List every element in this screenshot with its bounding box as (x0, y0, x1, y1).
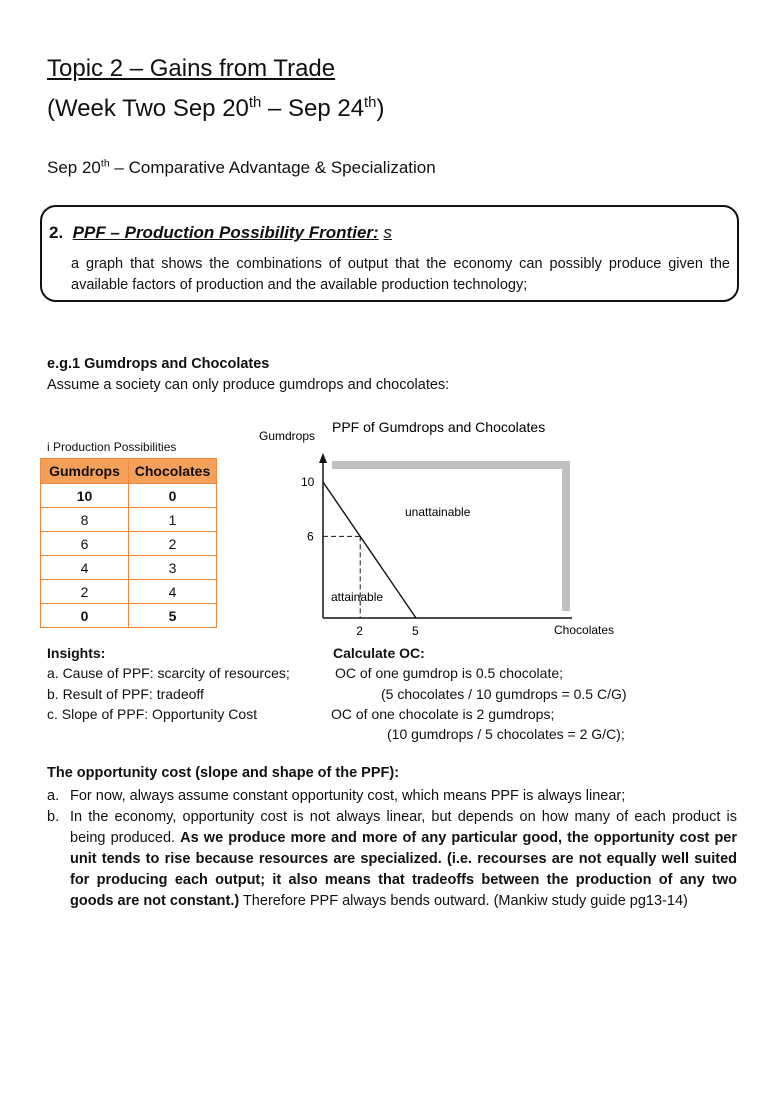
table-cell: 8 (41, 508, 129, 532)
example-title: e.g.1 Gumdrops and Chocolates (47, 356, 270, 372)
calc-line-3: OC of one chocolate is 2 gumdrops; (331, 706, 555, 722)
table-row (41, 580, 217, 604)
attainable-label: attainable (331, 590, 384, 604)
insight-b: b. Result of PPF: tradeoff (47, 686, 204, 702)
table-row (41, 508, 217, 532)
list-label-a: a. (47, 788, 60, 804)
definition-term: PPF – Production Possibility Frontier: (72, 223, 379, 242)
table-cell: 1 (129, 508, 217, 532)
table-cell: 0 (129, 484, 217, 508)
list-text-b-bold: As we produce more and more of any particular good, the opportunity cost per unit tends to rise because resources are specialized. (i.e. recourses are not equally well suited for producing each output; it also means that tradeoffs between the production of any two goods are not constant.) (70, 830, 738, 909)
opportunity-cost-list (47, 786, 737, 912)
production-possibilities-table (40, 458, 217, 628)
topic-title: Topic 2 – Gains from Trade (47, 55, 336, 82)
table-cell: 3 (129, 556, 217, 580)
week-title-sup-1: th (248, 95, 262, 111)
definition-body: a graph that shows the combinations of output that the economy can possibly produce given the available factors of production and the available production technology; (71, 256, 730, 293)
week-title (47, 94, 384, 124)
calc-title: Calculate OC: (333, 645, 425, 661)
header-chocolates: Chocolates (129, 459, 217, 484)
definition-title (49, 223, 392, 243)
calc-line-4: (10 gumdrops / 5 chocolates = 2 G/C); (387, 726, 625, 742)
y-tick-label: 10 (301, 475, 315, 489)
x-tick-label: 2 (356, 624, 363, 638)
y-tick-label: 6 (307, 529, 314, 544)
table-header-row (41, 459, 217, 484)
chart-title: PPF of Gumdrops and Chocolates (332, 419, 546, 435)
list-item (47, 807, 737, 912)
y-axis-arrow (319, 453, 327, 463)
subheading-text: – Comparative Advantage & Specialization (109, 158, 436, 177)
section-subheading (47, 158, 436, 178)
list-text-b: In the economy, opportunity cost is not always linear, but depends on how many of each product is being produced. (70, 809, 737, 846)
insight-c: c. Slope of PPF: Opportunity Cost (47, 706, 258, 722)
insights-title: Insights: (47, 645, 106, 661)
unattainable-label: unattainable (405, 505, 471, 519)
week-title-mid: – Sep 24 (261, 95, 365, 122)
example-intro: Assume a society can only produce gumdrops and chocolates: (47, 377, 450, 393)
table-row (41, 604, 217, 628)
y-axis-label: Gumdrops (259, 429, 316, 443)
x-axis-label: Chocolates (554, 623, 615, 637)
calc-line-2: (5 chocolates / 10 gumdrops = 0.5 C/G) (381, 686, 627, 702)
table-cell: 6 (41, 532, 129, 556)
header-gumdrops: Gumdrops (41, 459, 129, 484)
table-cell: 10 (41, 484, 129, 508)
list-label-b: b. (47, 809, 60, 825)
table-cell: 2 (41, 580, 129, 604)
insight-a: a. Cause of PPF: scarcity of resources; (47, 665, 290, 681)
opportunity-cost-title: The opportunity cost (slope and shape of the PPF): (47, 765, 400, 781)
week-title-start: (Week Two Sep 20 (47, 95, 249, 122)
list-item (47, 786, 737, 807)
list-text-b-end: Therefore PPF always bends outward. (Mankiw study guide pg13-14) (242, 893, 688, 909)
table-cell: 0 (41, 604, 129, 628)
table-row (41, 532, 217, 556)
ppf-chart (250, 415, 630, 640)
table-cell: 5 (129, 604, 217, 628)
table-row (41, 484, 217, 508)
subheading-sup: th (100, 157, 110, 170)
definition-number: 2. (49, 223, 64, 242)
table-cell: 4 (129, 580, 217, 604)
table-cell: 4 (41, 556, 129, 580)
calc-line-1: OC of one gumdrop is 0.5 chocolate; (335, 665, 564, 681)
week-title-end: ) (376, 95, 385, 122)
table-caption: i Production Possibilities (47, 440, 177, 454)
week-title-sup-2: th (364, 95, 377, 111)
subheading-date: Sep 20 (47, 158, 101, 177)
table-row (41, 556, 217, 580)
definition-box (40, 205, 739, 302)
x-tick-label: 5 (412, 624, 419, 638)
table-cell: 2 (129, 532, 217, 556)
list-text-a: For now, always assume constant opportunity cost, which means PPF is always linear; (70, 788, 626, 804)
definition-suffix: s (383, 223, 392, 242)
